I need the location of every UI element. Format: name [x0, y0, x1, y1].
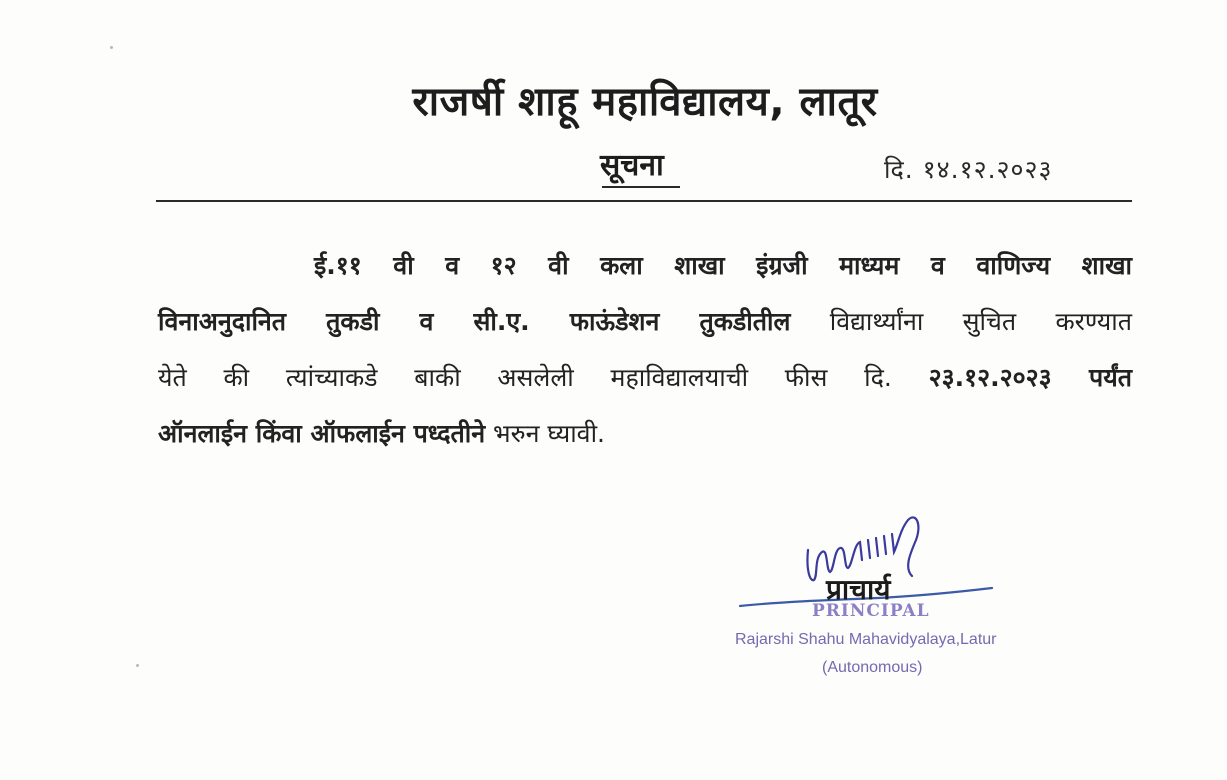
notice-line-3-regular: येते की त्यांच्याकडे बाकी असलेली महाविद्यालयाची फीस दि.: [158, 363, 892, 392]
notice-heading: सूचना: [600, 148, 664, 183]
notice-line-2-regular: विद्यार्थ्यांना सुचित करण्यात: [829, 307, 1132, 336]
paper-speck: [110, 46, 113, 49]
notice-line-3-bold: २३.१२.२०२३ पर्यंत: [928, 363, 1132, 392]
notice-line-4: [158, 406, 1132, 462]
notice-line-4-regular: भरुन घ्यावी.: [493, 419, 605, 448]
notice-line-1: ई.११ वी व १२ वी कला शाखा इंग्रजी माध्यम व वाणिज्य शाखा: [314, 251, 1132, 280]
stamp-autonomous: (Autonomous): [822, 659, 923, 676]
notice-date: दि. १४.१२.२०२३: [884, 155, 1053, 184]
paper-speck: [136, 664, 139, 667]
header-divider: [156, 200, 1132, 202]
notice-line-3: [158, 350, 1132, 406]
stamp-principal: PRINCIPAL: [812, 601, 930, 621]
notice-line-4-bold: ऑनलाईन किंवा ऑफलाईन पध्दतीने: [158, 419, 486, 448]
stamp-college-name: Rajarshi Shahu Mahavidyalaya,Latur: [735, 631, 997, 648]
college-title: राजर्षी शाहू महाविद्यालय, लातूर: [412, 79, 878, 125]
heading-underline: [602, 186, 680, 188]
principal-title: प्राचार्य: [826, 573, 891, 606]
notice-line-2: [158, 294, 1132, 350]
notice-line-2-bold: विनाअनुदानित तुकडी व सी.ए. फाऊंडेशन तुकडीतील: [158, 307, 791, 336]
notice-body: [158, 238, 1132, 462]
